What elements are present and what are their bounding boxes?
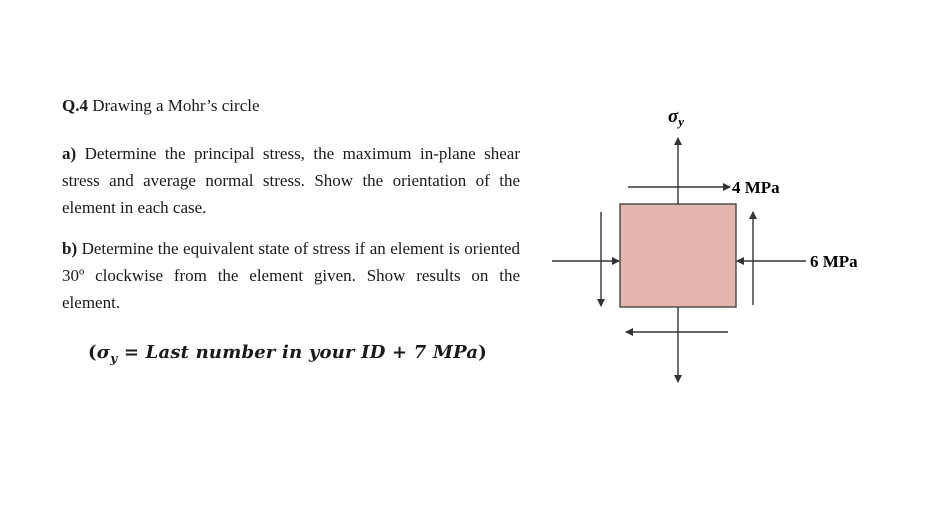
shear-label: 4 MPa bbox=[732, 178, 780, 197]
part-b bbox=[62, 235, 520, 316]
part-b-label: b) bbox=[62, 239, 78, 258]
formula-sigma-subscript: y bbox=[110, 351, 118, 366]
formula-equals: = bbox=[117, 342, 146, 363]
part-b-text: Determine the equivalent state of stress if an element is oriented 30º clockwise from the element given. Show results on the element. bbox=[62, 239, 520, 312]
question-title-text: Drawing a Mohr’s circle bbox=[87, 96, 260, 115]
sigma-y-formula bbox=[88, 342, 487, 366]
part-a-text: Determine the principal stress, the maximum in-plane shear stress and average normal stress. Show the orientation of the element in each case. bbox=[62, 144, 520, 217]
question-number: Q.4 bbox=[62, 96, 88, 115]
normal-x-label: 6 MPa bbox=[810, 252, 858, 271]
question-block bbox=[62, 94, 520, 330]
question-title bbox=[62, 94, 520, 118]
stress-element-diagram bbox=[540, 100, 900, 400]
stress-element bbox=[620, 204, 736, 307]
sigma-y-label: $\sigma_y$ bbox=[668, 106, 685, 129]
formula-open-paren: ( bbox=[88, 342, 97, 363]
formula-close-paren: ) bbox=[478, 342, 487, 363]
formula-unit: MPa bbox=[432, 342, 479, 363]
formula-expression: Last number in your ID + 7 bbox=[145, 342, 433, 363]
part-a bbox=[62, 140, 520, 221]
part-a-label: a) bbox=[62, 144, 77, 163]
formula-sigma: σ bbox=[96, 342, 111, 363]
